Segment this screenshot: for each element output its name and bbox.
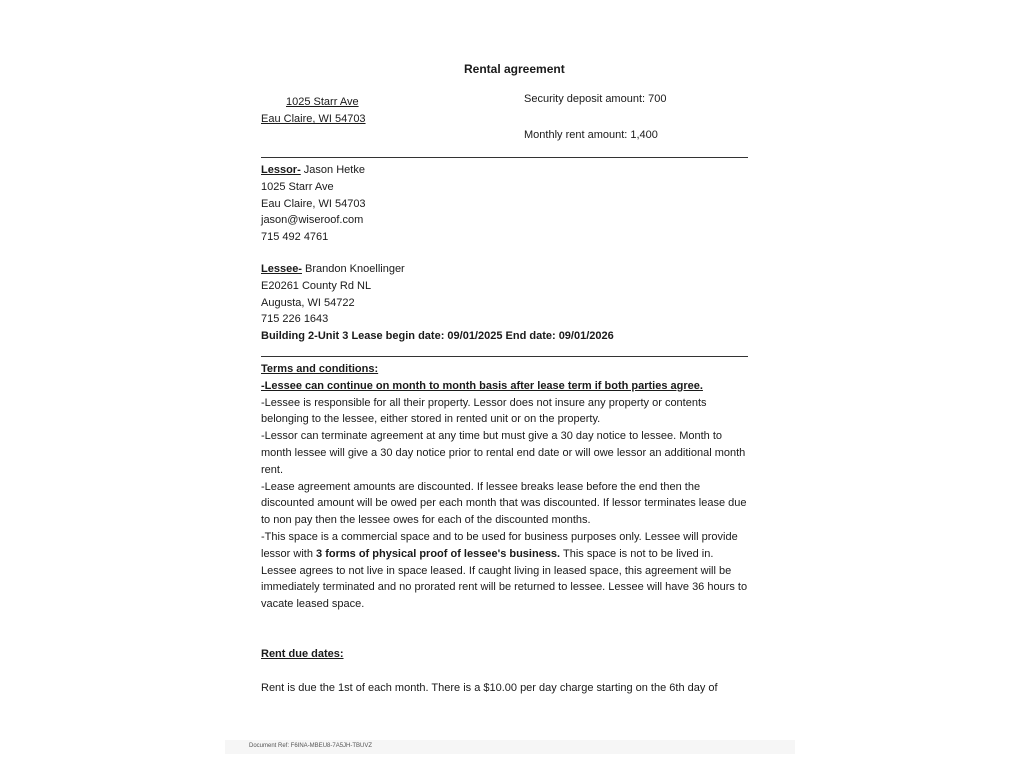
monthly-rent: Monthly rent amount: 1,400	[524, 129, 658, 141]
commercial-line2-pre: lessor with	[261, 547, 317, 560]
terms-heading: Terms and conditions:	[261, 363, 379, 375]
document-reference: Document Ref: F6INA-MBEU8-7A5JH-TBUVZ	[249, 743, 373, 749]
lessee-line	[261, 261, 614, 278]
lease-dates-line: Building 2-Unit 3 Lease begin date: 09/01/2025 End date: 09/01/2026	[261, 330, 614, 343]
lessor-phone: 715 492 4761	[261, 231, 329, 244]
divider-top	[261, 157, 748, 158]
lessee-address2: Augusta, WI 54722	[261, 296, 355, 309]
commercial-proof-requirement: 3 forms of physical proof of lessee's business.	[316, 547, 561, 560]
commercial-line5: vacate leased space.	[261, 598, 365, 611]
rent-due-text: Rent is due the 1st of each month. There is a $10.00 per day charge starting on the 6th day of	[261, 682, 718, 694]
lessor-line	[261, 162, 366, 179]
divider-bottom	[261, 356, 748, 357]
terms-line: belonging to the lessee, either stored in rented unit or on the property.	[261, 413, 601, 426]
lessee-name: Brandon Knoellinger	[301, 263, 405, 275]
lessee-label: Lessee-	[261, 263, 302, 275]
commercial-line1: -This space is a commercial space and to be used for business purposes only. Lessee will provide	[261, 530, 738, 543]
terms-line: to non pay then the lessee owes for each of the discounted months.	[261, 514, 591, 527]
lessor-email: jason@wiseroof.com	[261, 214, 364, 227]
lessor-address1: 1025 Starr Ave	[261, 180, 334, 193]
lessor-block	[261, 162, 366, 246]
document-title: Rental agreement	[464, 62, 565, 76]
terms-line: month lessee will give a 30 day notice prior to rental end date or will owe lessor an additional month	[261, 446, 746, 459]
terms-line: -Lease agreement amounts are discounted. If lessee breaks lease before the end then the	[261, 480, 701, 493]
rent-due-heading: Rent due dates:	[261, 648, 344, 660]
property-address-line2: Eau Claire, WI 54703	[261, 113, 366, 125]
lessee-address1: E20261 County Rd NL	[261, 279, 372, 292]
terms-line: rent.	[261, 463, 284, 476]
terms-block	[261, 361, 747, 613]
security-deposit: Security deposit amount: 700	[524, 93, 667, 105]
lessee-phone: 715 226 1643	[261, 313, 329, 326]
terms-line: discounted amount will be owed per each month that was discounted. If lessor terminates lease due	[261, 497, 747, 510]
commercial-line3: Lessee agrees to not live in space leased. If caught living in leased space, this agreement will be	[261, 564, 732, 577]
commercial-line2	[261, 546, 747, 563]
property-address-line1: 1025 Starr Ave	[286, 96, 359, 108]
lessor-address2: Eau Claire, WI 54703	[261, 197, 366, 210]
lessor-label: Lessor-	[261, 164, 301, 176]
lessor-name: Jason Hetke	[300, 164, 365, 176]
terms-line: -Lessor can terminate agreement at any time but must give a 30 day notice to lessee. Month to	[261, 430, 723, 443]
terms-month-to-month: -Lessee can continue on month to month basis after lease term if both parties agree.	[261, 379, 703, 392]
lessee-block	[261, 261, 614, 345]
commercial-line2-post: This space is not to be lived in.	[560, 547, 714, 560]
terms-line: -Lessee is responsible for all their property. Lessor does not insure any property or contents	[261, 396, 707, 409]
commercial-line4: immediately terminated and no prorated rent will be returned to lessee. Lessee will have 36 hours to	[261, 581, 748, 594]
